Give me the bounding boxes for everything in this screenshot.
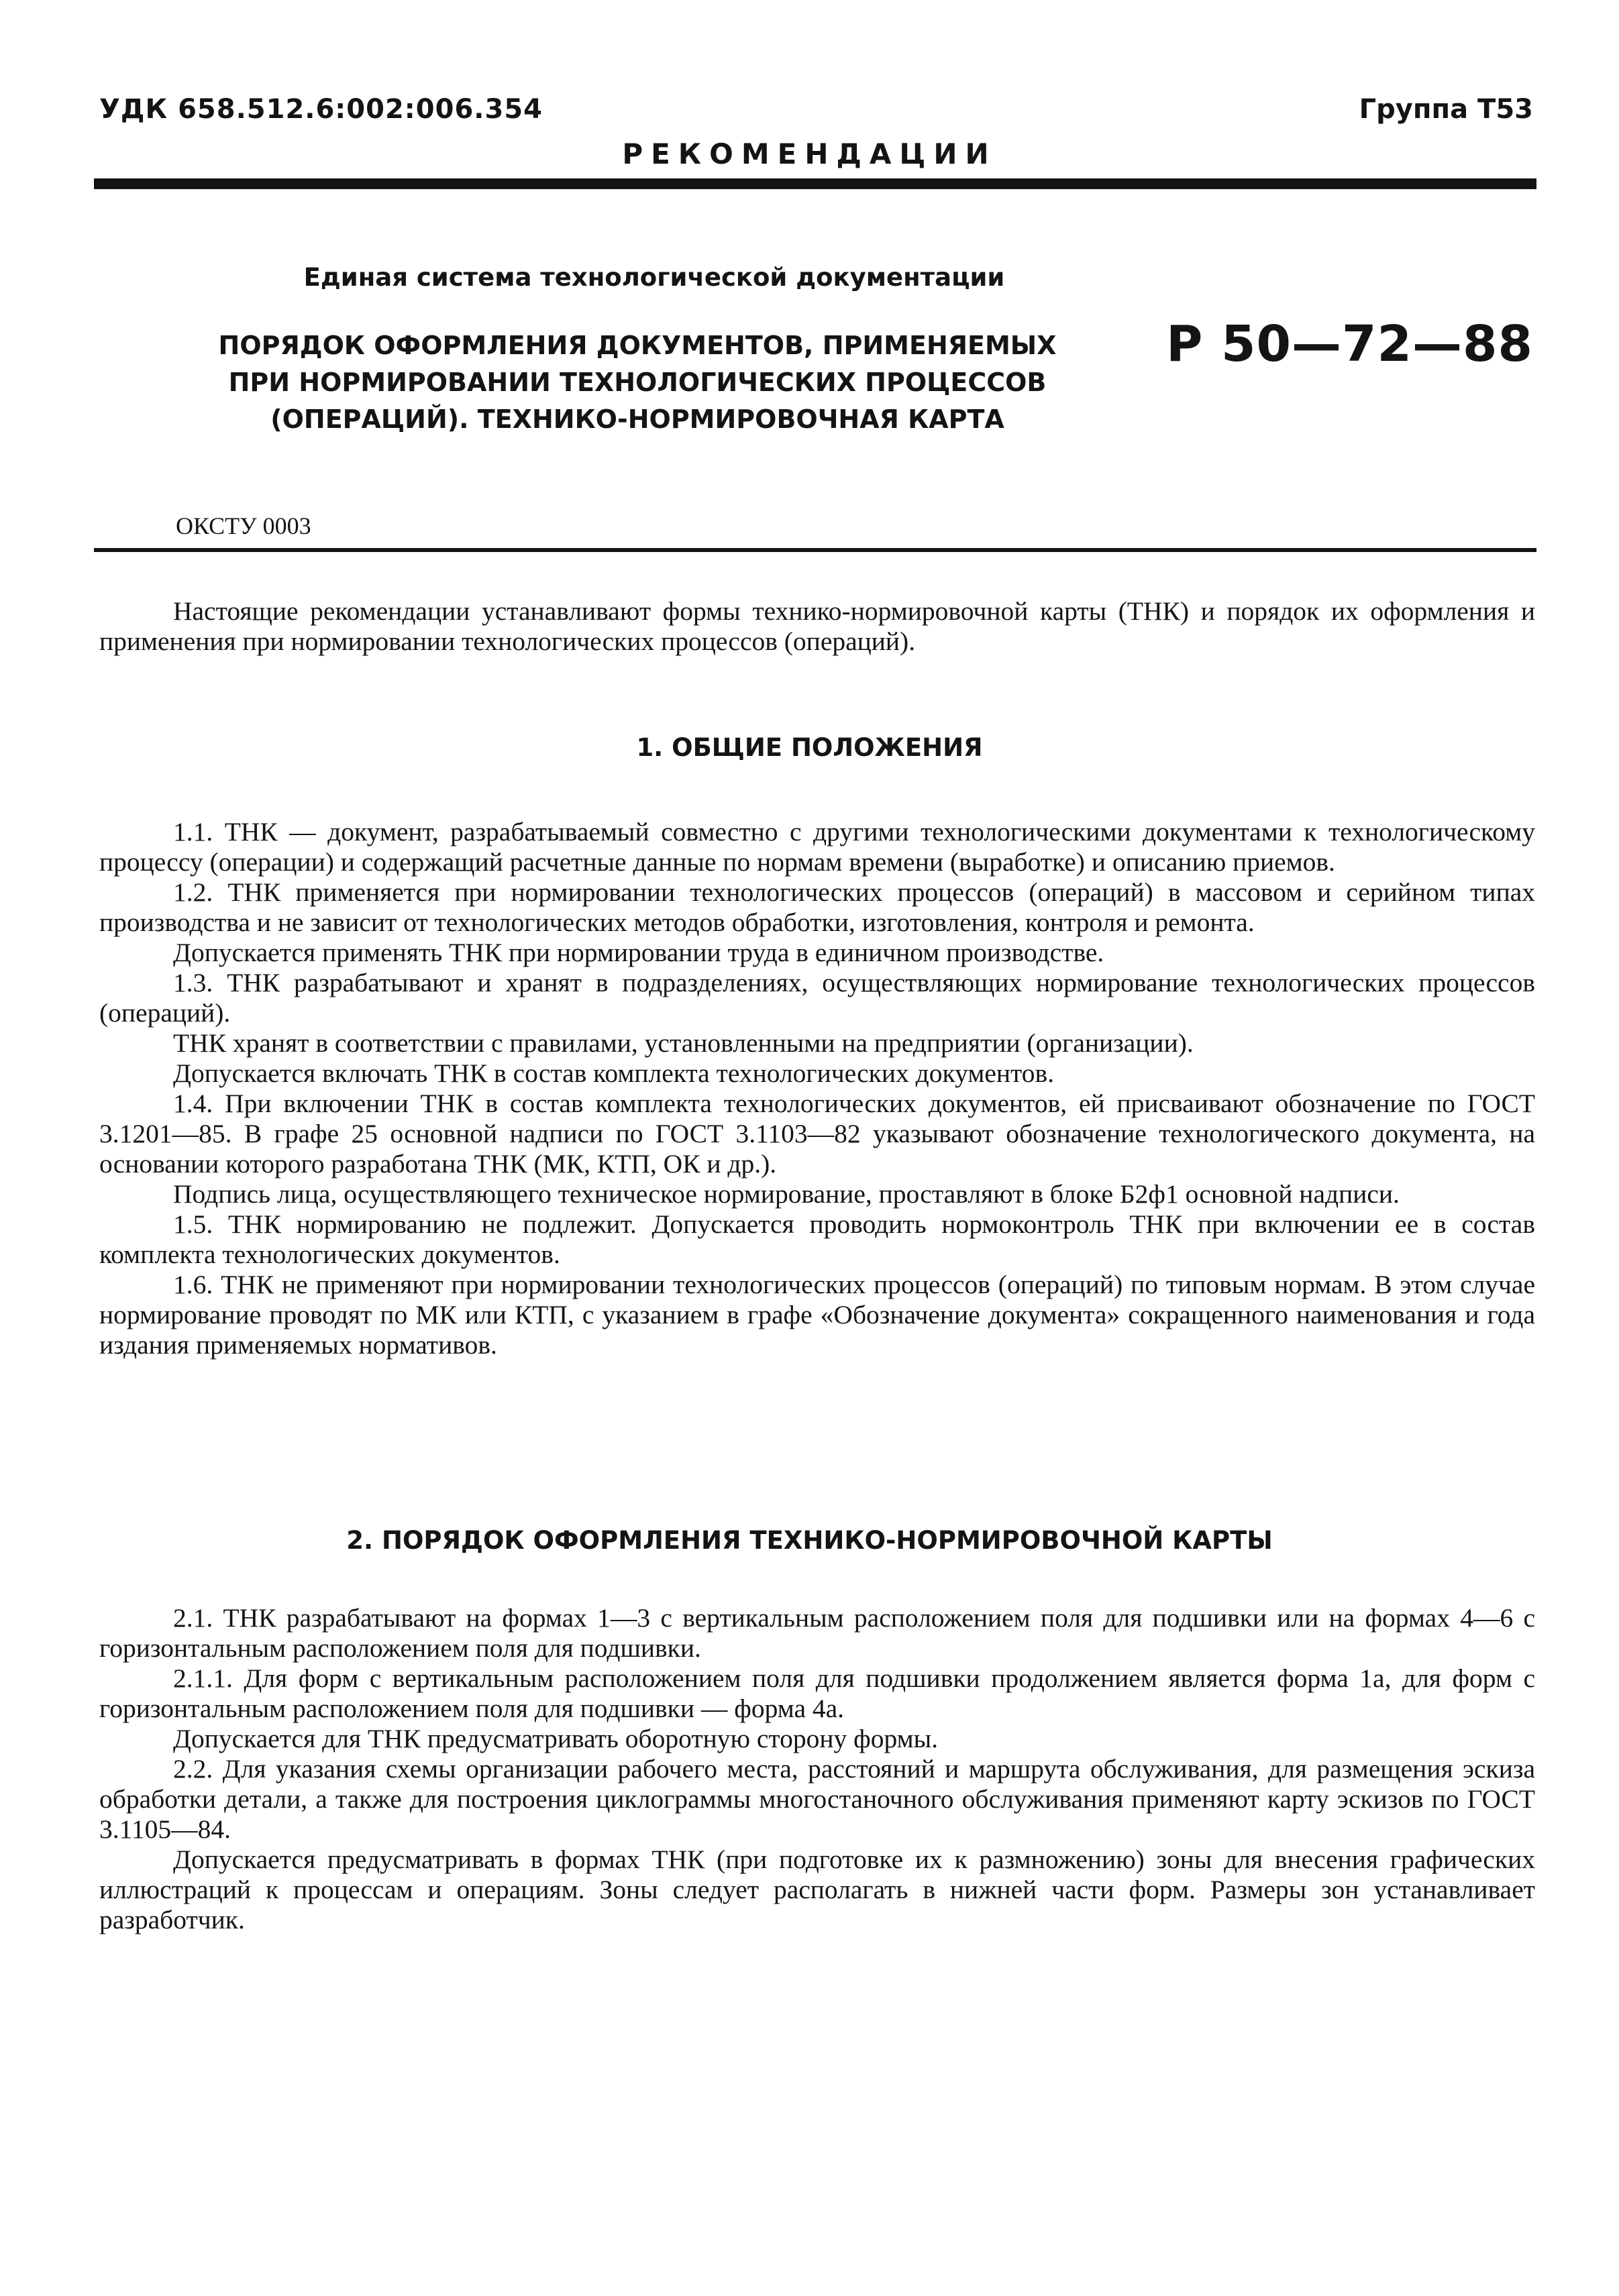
header-rule [94, 178, 1536, 189]
title-line: ПРИ НОРМИРОВАНИИ ТЕХНОЛОГИЧЕСКИХ ПРОЦЕССОВ [228, 368, 1047, 397]
section-2-heading: 2. ПОРЯДОК ОФОРМЛЕНИЯ ТЕХНИКО-НОРМИРОВОЧНОЙ КАРТЫ [346, 1526, 1273, 1555]
paragraph: 2.1.1. Для форм с вертикальным расположением поля для подшивки продолжением является форма 1а, для форм с горизонтальным расположением поля для подшивки — форма 4а. [99, 1663, 1535, 1723]
udk-code: УДК 658.512.6:002:006.354 [99, 94, 543, 125]
paragraph: Допускается предусматривать в формах ТНК (при подготовке их к размножению) зоны для внесения графических иллюстраций к процессам и операциям. Зоны следует располагать в нижней части форм. Размеры зон устанавливает разработчик. [99, 1845, 1535, 1934]
paragraph: ТНК хранят в соответствии с правилами, установленными на предприятии (организации). [173, 1028, 1194, 1058]
paragraph: Допускается применять ТНК при нормировании труда в единичном производстве. [173, 938, 1104, 967]
group-code: Группа Т53 [1359, 94, 1533, 125]
okstu-code: ОКСТУ 0003 [176, 512, 311, 539]
title-line: (ОПЕРАЦИЙ). ТЕХНИКО-НОРМИРОВОЧНАЯ КАРТА [270, 404, 1004, 434]
paragraph: Допускается включать ТНК в состав комплекта технологических документов. [173, 1058, 1055, 1088]
paragraph: Допускается для ТНК предусматривать оборотную сторону формы. [173, 1724, 939, 1753]
paragraph: 1.5. ТНК нормированию не подлежит. Допускается проводить нормоконтроль ТНК при включении ее в состав комплекта технологических документов. [99, 1209, 1535, 1269]
document-code: Р 50—72—88 [1166, 315, 1533, 373]
paragraph: Подпись лица, осуществляющего техническое нормирование, проставляют в блоке Б2ф1 основной надписи. [173, 1179, 1400, 1209]
paragraph: 1.3. ТНК разрабатывают и хранят в подразделениях, осуществляющих нормирование технологических процессов (операций). [99, 968, 1535, 1028]
intro-block [99, 596, 1535, 657]
system-name: Единая система технологической документации [303, 263, 1005, 292]
paragraph: 2.2. Для указания схемы организации рабочего места, расстояний и маршрута обслуживания, для размещения эскиза обработки детали, а также для построения циклограммы многостаночного обслуживания применяют карту эскизов по ГОСТ 3.1105—84. [99, 1754, 1535, 1844]
section-1-body [99, 817, 1535, 1360]
title-rule [94, 548, 1536, 552]
document-category: РЕКОМЕНДАЦИИ [622, 138, 997, 170]
paragraph: 1.4. При включении ТНК в состав комплекта технологических документов, ей присваивают обозначение по ГОСТ 3.1201—85. В графе 25 основной надписи по ГОСТ 3.1103—82 указывают обозначение технологического документа, на основании которого разработана ТНК (МК, КТП, ОК и др.). [99, 1089, 1535, 1179]
intro-paragraph: Настоящие рекомендации устанавливают формы технико-нормировочной карты (ТНК) и порядок их оформления и применения при нормировании технологических процессов (операций). [99, 596, 1535, 656]
paragraph: 2.1. ТНК разрабатывают на формах 1—3 с вертикальным расположением поля для подшивки или на формах 4—6 с горизонтальным расположением поля для подшивки. [99, 1603, 1535, 1663]
section-1-heading: 1. ОБЩИЕ ПОЛОЖЕНИЯ [636, 733, 983, 762]
paragraph: 1.6. ТНК не применяют при нормировании технологических процессов (операций) по типовым нормам. В этом случае нормирование проводят по МК или КТП, с указанием в графе «Обозначение документа» сокращенного наименования и года издания применяемых нормативов. [99, 1270, 1535, 1360]
section-2-body [99, 1603, 1535, 1935]
title-line: ПОРЯДОК ОФОРМЛЕНИЯ ДОКУМЕНТОВ, ПРИМЕНЯЕМЫХ [218, 331, 1057, 360]
document-title [201, 327, 1074, 438]
paragraph: 1.1. ТНК — документ, разрабатываемый совместно с другими технологическими документами к технологическому процессу (операции) и содержащий расчетные данные по нормам времени (выработке) и описанию приемов. [99, 817, 1535, 877]
paragraph: 1.2. ТНК применяется при нормировании технологических процессов (операций) в массовом и серийном типах производства и не зависит от технологических методов обработки, изготовления, контроля и ремонта. [99, 877, 1535, 937]
